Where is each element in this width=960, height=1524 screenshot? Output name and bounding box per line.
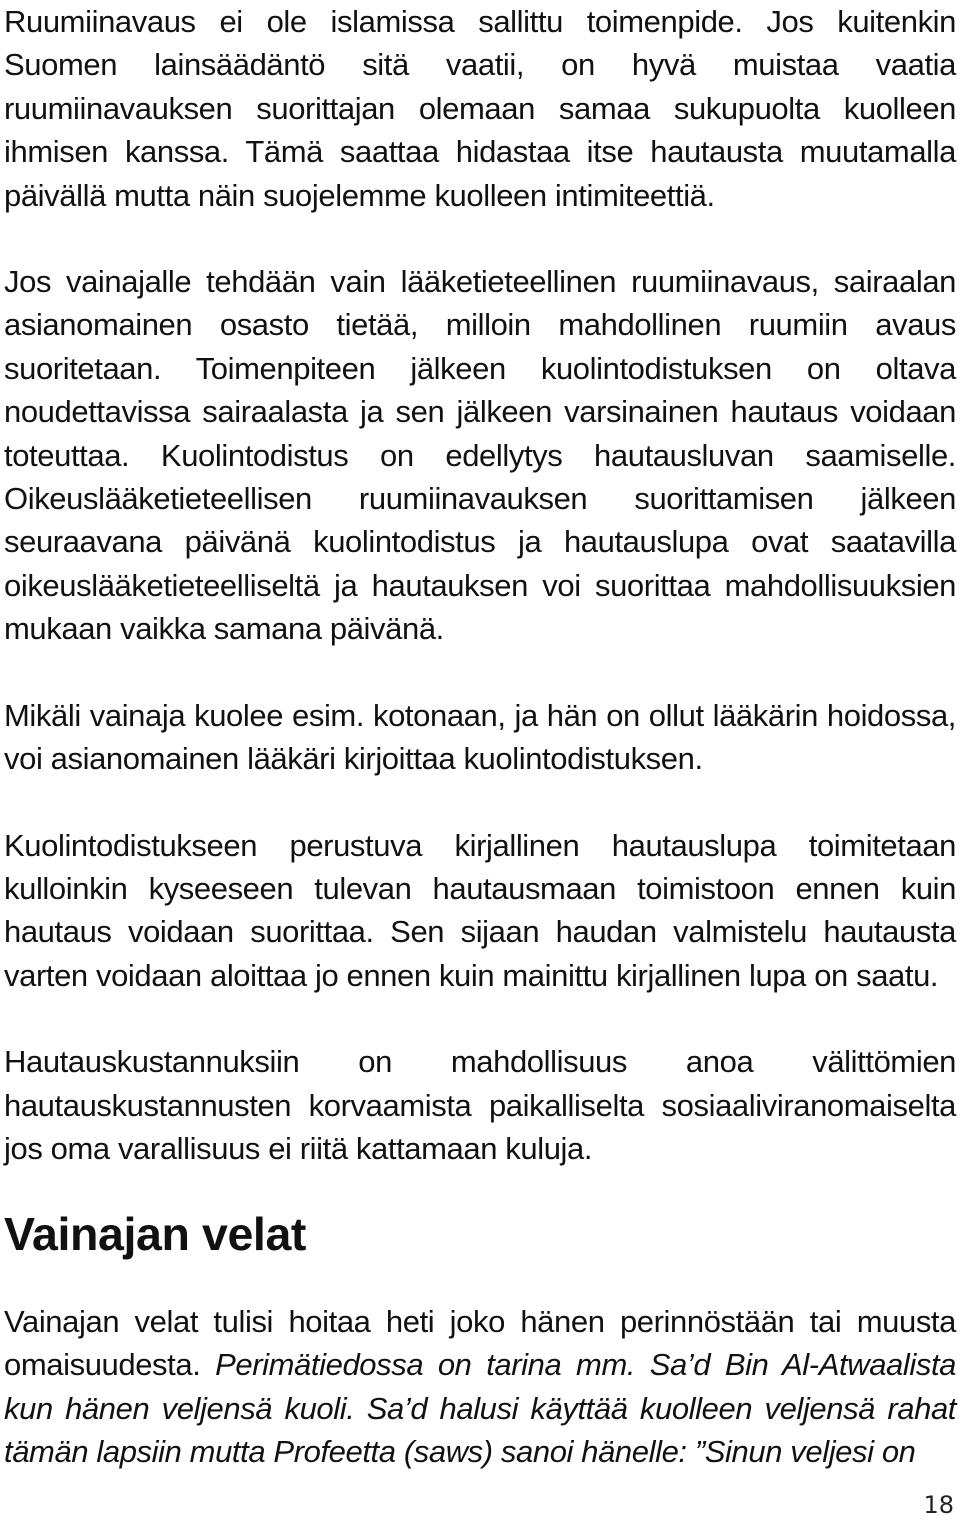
paragraph-death-at-home: Mikäli vainaja kuolee esim. kotonaan, ja hän on ollut lääkärin hoidossa, voi asianomainen lääkäri kirjoittaa kuolintodistuksen. xyxy=(4,697,956,777)
paragraph-debts-text: Vainajan velat tulisi hoitaa heti joko hänen perinnöstään tai muusta omaisuudesta. xyxy=(4,1303,956,1383)
page-number: 18 xyxy=(923,1491,954,1519)
paragraph-debts-quote: Perimätiedossa on tarina mm. Sa’d Bin Al-Atwaalista kun hänen veljensä kuoli. Sa’d halusi käyttää kuolleen veljensä rahat tämän lapsiin mutta Profeetta (saws) sanoi hänelle: ”Sinun veljesi on xyxy=(4,1347,956,1469)
paragraph-autopsy: Ruumiinavaus ei ole islamissa sallittu toimenpide. Jos kuitenkin Suomen lainsäädäntö sitä vaatii, on hyvä muistaa vaatia ruumiinavauksen suorittajan olemaan samaa sukupuolta kuolleen ihmisen kanssa. Tämä saattaa hidastaa itse hautausta muutamalla päivällä mutta näin suojelemme kuolleen intimiteettiä. xyxy=(4,4,956,213)
document-page xyxy=(4,0,956,1473)
paragraph-medical-autopsy: Jos vainajalle tehdään vain lääketieteellinen ruumiinavaus, sairaalan asianomainen osasto tietää, milloin mahdollinen ruumiin avaus suoritetaan. Toimenpiteen jälkeen kuolintodistuksen on oltava noudettavissa sairaalasta ja sen jälkeen varsinainen hautaus voidaan toteuttaa. Kuolintodistus on edellytys hautausluvan saamiselle. Oikeuslääketieteellisen ruumiinavauksen suorittamisen jälkeen seuraavana päivänä kuolintodistus ja hautauslupa ovat saatavilla oikeuslääketieteelliseltä ja hautauksen voi suorittaa mahdollisuuksien mukaan vaikka samana päivänä. xyxy=(4,264,956,647)
paragraph-burial-permit: Kuolintodistukseen perustuva kirjallinen hautauslupa toimitetaan kulloinkin kyseeseen tulevan hautausmaan toimistoon ennen kuin hautaus voidaan suorittaa. Sen sijaan haudan valmistelu hautausta varten voidaan aloittaa jo ennen kuin mainittu kirjallinen lupa on saatu. xyxy=(4,827,956,993)
section-heading-debts: Vainajan velat xyxy=(4,1208,306,1261)
paragraph-burial-costs: Hautauskustannuksiin on mahdollisuus anoa välittömien hautauskustannusten korvaamista paikalliselta sosiaaliviranomaiselta jos oma varallisuus ei riitä kattamaan kuluja. xyxy=(4,1044,956,1166)
paragraph-debts xyxy=(4,1300,956,1474)
